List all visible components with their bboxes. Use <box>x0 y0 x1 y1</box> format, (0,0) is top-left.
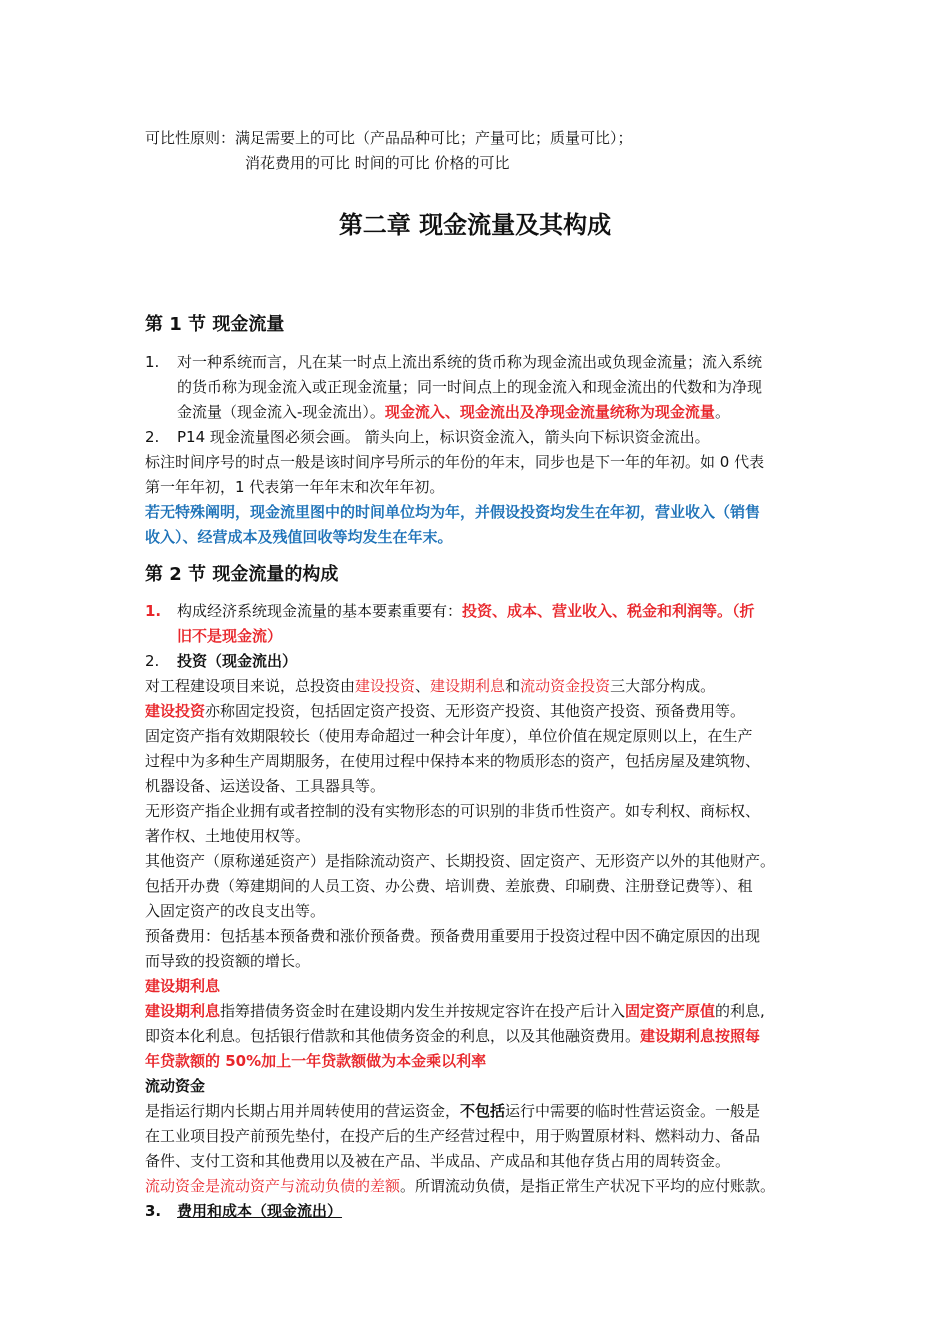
s1-note-line-1: 若无特殊阐明，现金流里图中的时间单位均为年，并假设投资均发生在年初，营业收入（销售 <box>145 503 761 521</box>
s2-p5-line-1: 其他资产（原称递延资产）是指除流动资产、长期投资、固定资产、无形资产以外的其他财产。 <box>145 852 776 870</box>
s2-item-1-line-2: 旧不是现金流） <box>177 627 283 645</box>
s2-p1-c: 、 <box>415 677 431 695</box>
s2-item-1-text: 构成经济系统现金流量的基本要素重要有： <box>177 602 463 620</box>
s1-item-2-number: 2. <box>145 428 160 446</box>
s2-p8-b: 不包括 <box>460 1102 506 1120</box>
s2-p7-a: 建设期利息 <box>145 1002 221 1020</box>
s2-item-2-number: 2. <box>145 652 160 670</box>
s1-para-line-1: 标注时间序号的时点一般是该时间序号所示的年份的年末，同步也是下一年的年初。如 0 代表 <box>145 453 765 471</box>
s2-p6-line-1: 预备费用：包括基本预备费和涨价预备费。预备费用重要用于投资过程中因不确定原因的出现 <box>145 927 761 945</box>
s2-p1-f: 流动资金投资 <box>520 677 611 695</box>
s2-p5-line-3: 入固定资产的改良支出等。 <box>145 902 326 920</box>
s2-p7-e: 即资本化利息。包括银行借款和其他债务资金的利息，以及其他融资费用。 <box>145 1027 641 1045</box>
s2-p8-c: 运行中需要的临时性营运资金。一般是 <box>505 1102 761 1120</box>
s2-p2-b: 亦称固定投资，包括固定资产投资、无形资产投资、其他资产投资、预备费用等。 <box>205 702 746 720</box>
s2-p5-line-2: 包括开办费（筹建期间的人员工资、办公费、培训费、差旅费、印刷费、注册登记费等）、租 <box>145 877 753 895</box>
s1-item-1-line-3 <box>177 401 730 423</box>
s2-p3-line-2: 过程中为多种生产周期服务，在使用过程中保持本来的物质形态的资产，包括房屋及建筑物、 <box>145 752 761 770</box>
s2-item-2-text: 投资（现金流出） <box>177 652 298 670</box>
s2-p4-line-2: 著作权、土地使用权等。 <box>145 827 311 845</box>
s2-p1-d: 建设期利息 <box>430 677 506 695</box>
s2-subheading-interest: 建设期利息 <box>145 977 221 995</box>
s2-item-1-line-1 <box>177 600 755 622</box>
s2-p4-line-1: 无形资产指企业拥有或者控制的没有实物形态的可识别的非货币性资产。如专利权、商标权、 <box>145 802 761 820</box>
s2-item-1-number: 1. <box>145 602 162 620</box>
s2-p8-a: 是指运行期内长期占用并周转使用的营运资金， <box>145 1102 461 1120</box>
s1-item-1-line-1: 对一种系统而言，凡在某一时点上流出系统的货币称为现金流出或负现金流量；流入系统 <box>177 353 763 371</box>
s2-p7-line-2 <box>145 1025 760 1047</box>
s1-para-line-2: 第一年年初，1 代表第一年年末和次年年初。 <box>145 478 445 496</box>
s2-subheading-working-capital: 流动资金 <box>145 1077 206 1095</box>
s2-p7-f: 建设期利息按照每 <box>640 1027 761 1045</box>
s2-p1-g: 三大部分构成。 <box>610 677 716 695</box>
s2-p9-b: 。所谓流动负债，是指正常生产状况下平均的应付账款。 <box>400 1177 776 1195</box>
section-2-heading: 第 2 节 现金流量的构成 <box>145 564 339 585</box>
comparability-line-1: 可比性原则：满足需要上的可比（产品品种可比；产量可比；质量可比）； <box>145 129 633 147</box>
s2-p1-b: 建设投资 <box>355 677 416 695</box>
s2-p9-a: 流动资金是流动资产与流动负债的差额 <box>145 1177 401 1195</box>
s2-item-1-highlight: 投资、成本、营业收入、税金和利润等。（折 <box>462 602 755 620</box>
s2-p8-line-2: 在工业项目投产前预先垫付，在投产后的生产经营过程中，用于购置原材料、燃料动力、备品 <box>145 1127 761 1145</box>
s2-p8-line-1 <box>145 1100 760 1122</box>
chapter-title: 第二章 现金流量及其构成 <box>338 211 612 239</box>
s1-item-1-text: 金流量（现金流入-现金流出）。 <box>177 403 385 421</box>
s2-p7-line-1 <box>145 1000 765 1022</box>
s1-item-1-line-2: 的货币称为现金流入或正现金流量；同一时间点上的现金流入和现金流出的代数和为净现 <box>177 378 763 396</box>
s2-p1-a: 对工程建设项目来说，总投资由 <box>145 677 356 695</box>
s2-item-3-text: 费用和成本（现金流出） <box>177 1202 343 1220</box>
section-1-heading: 第 1 节 现金流量 <box>145 314 285 335</box>
s2-p2-a: 建设投资 <box>145 702 206 720</box>
s2-p7-b: 指筹措债务资金时在建设期内发生并按规定容许在投产后计入 <box>220 1002 626 1020</box>
s1-item-1-end: 。 <box>714 403 730 421</box>
comparability-line-2: 消花费用的可比 时间的可比 价格的可比 <box>245 154 510 172</box>
s2-p9 <box>145 1175 775 1197</box>
s2-p8-line-3: 备件、支付工资和其他费用以及被在产品、半成品、产成品和其他存货占用的周转资金。 <box>145 1152 731 1170</box>
s2-p3-line-1: 固定资产指有效期限较长（使用寿命超过一种会计年度），单位价值在规定原则以上，在生产 <box>145 727 753 745</box>
s2-p3-line-3: 机器设备、运送设备、工具器具等。 <box>145 777 386 795</box>
s2-p7-line-3: 年贷款额的 50%加上一年贷款额做为本金乘以利率 <box>145 1052 487 1070</box>
s2-p1 <box>145 675 715 697</box>
s2-p1-e: 和 <box>505 677 521 695</box>
s1-item-2-text: P14 现金流量图必须会画。 箭头向上，标识资金流入，箭头向下标识资金流出。 <box>177 428 710 446</box>
s2-item-3-number: 3. <box>145 1202 162 1220</box>
s1-note-line-2: 收入）、经营成本及残值回收等均发生在年末。 <box>145 528 453 546</box>
s2-p6-line-2: 而导致的投资额的增长。 <box>145 952 311 970</box>
s2-p7-d: 的利息, <box>715 1002 765 1020</box>
s2-p2 <box>145 700 745 722</box>
s2-p7-c: 固定资产原值 <box>625 1002 716 1020</box>
s1-item-1-number: 1. <box>145 353 160 371</box>
s1-item-1-highlight: 现金流入、现金流出及净现金流量统称为现金流量 <box>384 403 715 421</box>
